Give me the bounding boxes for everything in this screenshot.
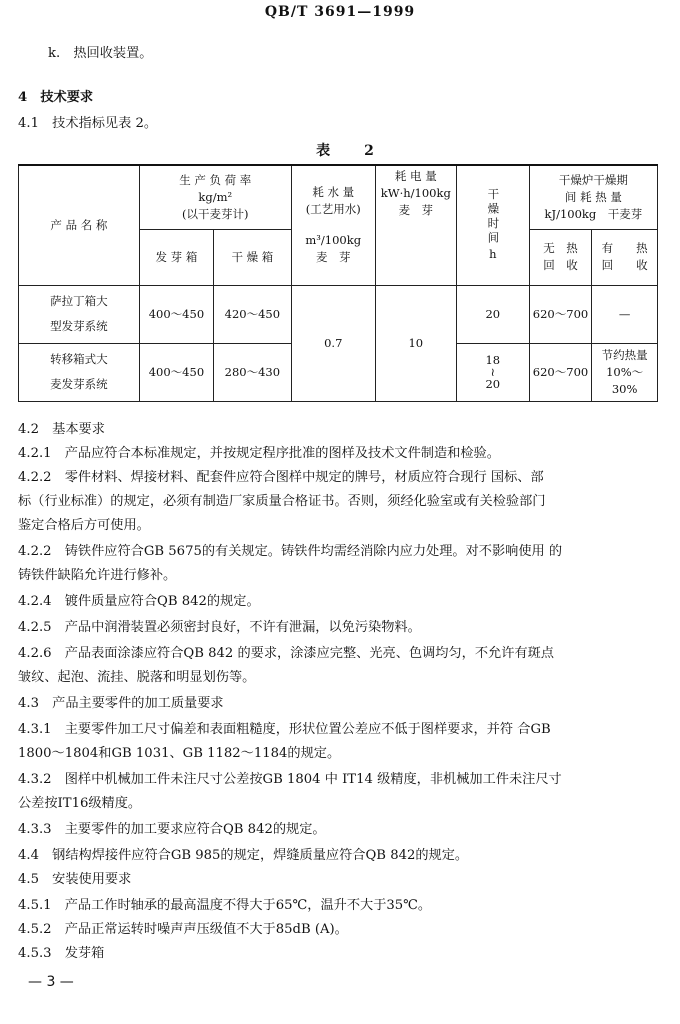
- clause-4-2-3-line1: 4.2.2 铸铁件应符合GB 5675的有关规定。铸铁件均需经消除内应力处理。对不影响使用 的: [18, 544, 563, 559]
- row2-germ: 400～450: [139, 343, 213, 401]
- clause-4-2-2-line3: 鉴定合格后方可使用。: [18, 518, 150, 533]
- header-load-rate-label: 生 产 负 荷 率: [179, 172, 252, 187]
- row1-no-heat: 620～700: [529, 285, 591, 343]
- clause-4-2-5: 4.2.5 产品中润滑装置必须密封良好，不许有泄漏，以免污染物料。: [18, 620, 421, 635]
- header-product-name: 产 品 名 称: [19, 165, 140, 285]
- header-drying-time-label: 干燥时间: [486, 187, 501, 246]
- row1-germ: 400～450: [139, 285, 213, 343]
- clause-4-3-2-line2: 公差按IT16级精度。: [18, 796, 142, 811]
- row2-product: [19, 343, 140, 401]
- header-power-label: 耗 电 量: [394, 169, 437, 183]
- header-load-rate-unit: kg/m²: [198, 189, 233, 204]
- clause-4-2-1: 4.2.1 产品应符合本标准规定，并按规定程序批准的图样及技术文件制造和检验。: [18, 446, 500, 461]
- header-water-unit2: 麦 芽: [316, 250, 351, 265]
- clause-4-2-2-line2: 标（行业标准）的规定，必须有制造厂家质量合格证书。否则，须经化验室或有关检验部门: [18, 494, 546, 509]
- section-4-title: 4 技术要求: [18, 90, 94, 105]
- clause-4-5-2: 4.5.2 产品正常运转时噪声声压级值不大于85dB (A)。: [18, 922, 348, 937]
- header-load-rate: [139, 165, 291, 229]
- item-k: k. 热回收装置。: [48, 46, 153, 61]
- standard-number: QB/T 3691—1999: [264, 4, 416, 20]
- header-water-unit: m³/100kg: [305, 233, 362, 248]
- spec-table: [18, 164, 658, 402]
- subheader-drying-box: 干 燥 箱: [214, 229, 292, 285]
- subheader-germination-box: 发 芽 箱: [139, 229, 213, 285]
- row1-dry: 420～450: [214, 285, 292, 343]
- clause-4-5: 4.5 安装使用要求: [18, 872, 132, 887]
- header-power-unit: kW·h/100kg: [380, 186, 451, 200]
- clause-4-2-3-line2: 铸铁件缺陷允许进行修补。: [18, 568, 177, 583]
- header-drying-time-unit: h: [489, 246, 497, 261]
- clause-4-2-6-line1: 4.2.6 产品表面涂漆应符合QB 842 的要求，涂漆应完整、光亮、色调均匀，不允许有斑点: [18, 646, 554, 661]
- power-value: 10: [375, 285, 456, 401]
- clause-4-3-1-line1: 4.3.1 主要零件加工尺寸偏差和表面粗糙度，形状位置公差应不低于图样要求，并符 合GB: [18, 722, 551, 737]
- header-heat-unit: kJ/100kg 干麦芽: [544, 206, 643, 221]
- header-power: [375, 165, 456, 285]
- clause-4-3-2-line1: 4.3.2 图样中机械加工件未注尺寸公差按GB 1804 中 IT14 级精度，非机械加工件未注尺寸: [18, 772, 562, 787]
- row1-product: [19, 285, 140, 343]
- row2-time: [456, 343, 529, 401]
- row2-heat: [592, 343, 658, 401]
- clause-4-5-1: 4.5.1 产品工作时轴承的最高温度不得大于65℃，温升不大于35℃。: [18, 898, 432, 913]
- row2-time-2: ≀: [490, 365, 495, 379]
- header-water-note: (工艺用水): [305, 202, 361, 217]
- row1-time: 20: [456, 285, 529, 343]
- header-water-label: 耗 水 量: [312, 185, 355, 200]
- page-number: — 3 —: [28, 974, 74, 990]
- subheader-no-heat-recovery-2: 回 收: [543, 258, 578, 272]
- row2-dry: 280～430: [214, 343, 292, 401]
- header-heat-label: 干燥炉干燥期: [558, 172, 628, 187]
- row1-heat: —: [592, 285, 658, 343]
- clause-4-4: 4.4 钢结构焊接件应符合GB 985的规定，焊缝质量应符合QB 842的规定。: [18, 848, 469, 863]
- clause-4-3-1-line2: 1800～1804和GB 1031、GB 1182～1184的规定。: [18, 746, 341, 761]
- row2-heat-1: 节约热量: [601, 347, 648, 362]
- table-row: [19, 285, 658, 343]
- clause-4-2-4: 4.2.4 镀件质量应符合QB 842的规定。: [18, 594, 260, 609]
- header-water: [291, 165, 375, 285]
- header-drying-time: [456, 165, 529, 285]
- clause-4-3: 4.3 产品主要零件的加工质量要求: [18, 696, 224, 711]
- header-power-unit2: 麦 芽: [398, 203, 434, 217]
- header-heat: [529, 165, 657, 229]
- water-value: 0.7: [291, 285, 375, 401]
- clause-4-5-3: 4.5.3 发芽箱: [18, 946, 105, 961]
- row2-heat-2: 10%～30%: [606, 364, 644, 396]
- subheader-heat-recovery-1: 有 热: [601, 241, 648, 255]
- subheader-heat-recovery-2: 回 收: [601, 258, 648, 272]
- row2-time-3: 20: [485, 377, 501, 391]
- subheader-no-heat-recovery: [529, 229, 591, 285]
- row2-product-2: 麦发芽系统: [50, 377, 108, 391]
- row2-time-1: 18: [485, 353, 501, 367]
- clause-4-2-6-line2: 皱纹、起泡、流挂、脱落和明显划伤等。: [18, 670, 256, 685]
- clause-4-2-2-line1: 4.2.2 零件材料、焊接材料、配套件应符合图样中规定的牌号，材质应符合现行 国标、部: [18, 470, 544, 485]
- header-load-rate-note: (以干麦芽计): [182, 206, 249, 221]
- clause-4-2: 4.2 基本要求: [18, 422, 105, 437]
- subheader-no-heat-recovery-1: 无 热: [543, 241, 578, 255]
- row1-product-2: 型发芽系统: [50, 319, 108, 333]
- row2-no-heat: 620～700: [529, 343, 591, 401]
- subheader-heat-recovery: [592, 229, 658, 285]
- row2-product-1: 转移箱式大: [50, 352, 108, 366]
- header-heat-label-2: 间 耗 热 量: [564, 189, 622, 204]
- clause-4-3-3: 4.3.3 主要零件的加工要求应符合QB 842的规定。: [18, 822, 326, 837]
- row1-product-1: 萨拉丁箱大: [50, 294, 108, 308]
- clause-4-1: 4.1 技术指标见表 2。: [18, 116, 158, 131]
- table-title: 表 2: [316, 143, 384, 159]
